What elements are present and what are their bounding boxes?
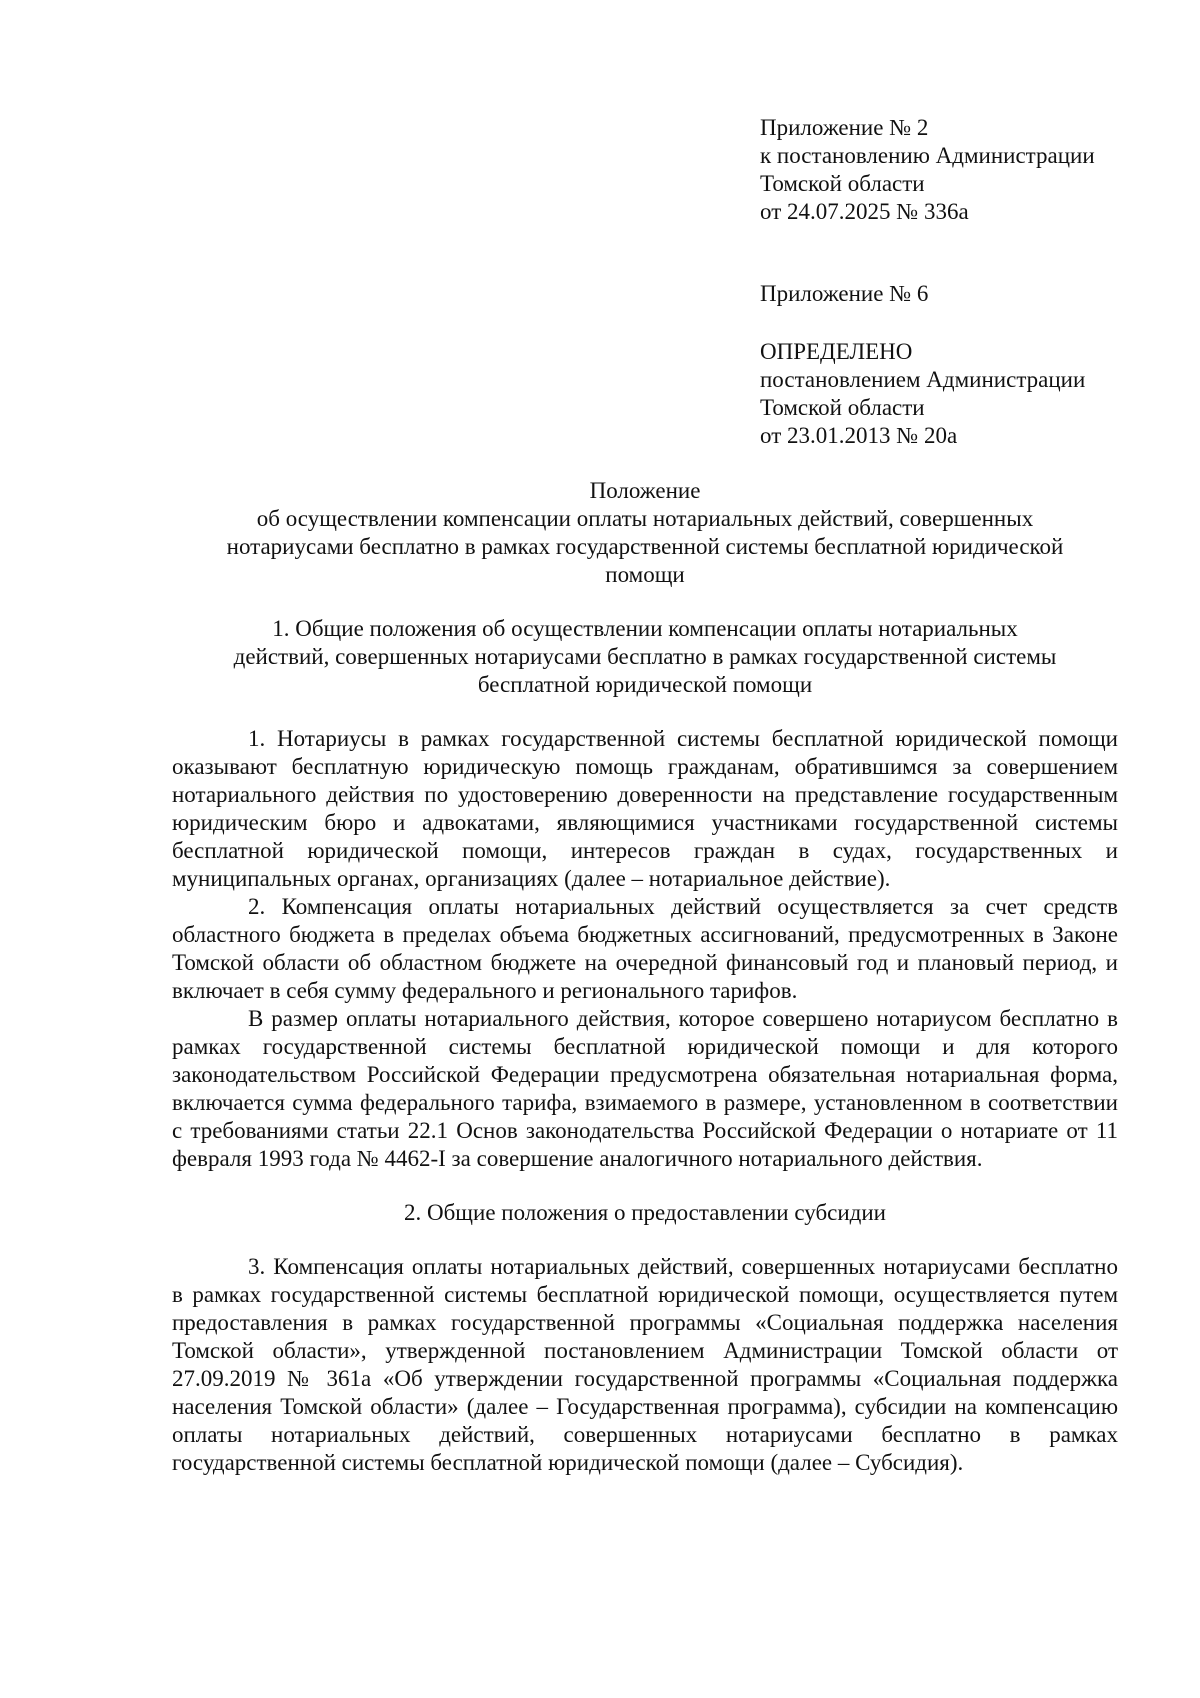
appendix-6-number: Приложение № 6 bbox=[760, 281, 929, 306]
paragraph-3: 3. Компенсация оплаты нотариальных действий, совершенных нотариусами бесплатно в рамках государственной системы бесплатной юридической помощи, осуществляется путем предоставления в рамках государственной программы «Социальная поддержка населения Томской области», утвержденной постановлением Администрации Томской области от 27.09.2019 № 361а «Об утверждении государственной программы «Социальная поддержка населения Томской области» (далее – Государственная программа), субсидии на компенсацию оплаты нотариальных действий, совершенных нотариусами бесплатно в рамках государственной системы бесплатной юридической помощи (далее – Субсидия). bbox=[172, 1254, 1118, 1475]
document-body bbox=[172, 477, 1118, 1477]
approval-date: от 23.01.2013 № 20а bbox=[760, 423, 958, 448]
appendix-6-header bbox=[760, 280, 1160, 308]
title-line-2: об осуществлении компенсации оплаты нотариальных действий, совершенных bbox=[256, 506, 1034, 531]
title-line-3: нотариусами бесплатно в рамках государственной системы бесплатной юридической bbox=[226, 534, 1064, 559]
paragraph-2: 2. Компенсация оплаты нотариальных действий осуществляется за счет средств областного бюджета в пределах объема бюджетных ассигнований, предусмотренных в Законе Томской области об областном бюджете на очередной финансовый год и плановый период, и включает в себя сумму федерального и регионального тарифов. bbox=[172, 894, 1118, 1003]
title-line-1: Положение bbox=[589, 478, 701, 503]
appendix-2-number: Приложение № 2 bbox=[760, 115, 929, 140]
approval-block bbox=[760, 338, 1160, 450]
title-line-4: помощи bbox=[605, 562, 685, 587]
section-1-heading-line-3: бесплатной юридической помощи bbox=[477, 672, 813, 697]
section-1-heading bbox=[172, 615, 1118, 699]
section-1-heading-line-1: 1. Общие положения об осуществлении компенсации оплаты нотариальных bbox=[272, 616, 1018, 641]
approval-reference: постановлением Администрации bbox=[760, 367, 1086, 392]
appendix-2-region: Томской области bbox=[760, 171, 925, 196]
section-2-heading-text: 2. Общие положения о предоставлении субсидии bbox=[404, 1200, 886, 1225]
section-1-heading-line-2: действий, совершенных нотариусами бесплатно в рамках государственной системы bbox=[233, 644, 1057, 669]
paragraph-1: 1. Нотариусы в рамках государственной системы бесплатной юридической помощи оказывают бесплатную юридическую помощь гражданам, обратившимся за совершением нотариального действия по удостоверению доверенности на представление государственным юридическим бюро и адвокатами, являющимися участниками государственной системы бесплатной юридической помощи, интересов граждан в судах, государственных и муниципальных органах, организациях (далее – нотариальное действие). bbox=[172, 726, 1118, 891]
section-2-heading bbox=[172, 1199, 1118, 1227]
approval-word: ОПРЕДЕЛЕНО bbox=[760, 339, 913, 364]
appendix-2-date: от 24.07.2025 № 336а bbox=[760, 199, 969, 224]
approval-region: Томской области bbox=[760, 395, 925, 420]
document-title bbox=[172, 477, 1118, 589]
paragraph-2-continuation: В размер оплаты нотариального действия, которое совершено нотариусом бесплатно в рамках государственной системы бесплатной юридической помощи и для которого законодательством Российской Федерации предусмотрена обязательная нотариальная форма, включается сумма федерального тарифа, взимаемого в размере, установленном в соответствии с требованиями статьи 22.1 Основ законодательства Российской Федерации о нотариате от 11 февраля 1993 года № 4462-I за совершение аналогичного нотариального действия. bbox=[172, 1006, 1118, 1171]
appendix-2-reference: к постановлению Администрации bbox=[760, 143, 1095, 168]
appendix-2-header bbox=[760, 114, 1160, 226]
